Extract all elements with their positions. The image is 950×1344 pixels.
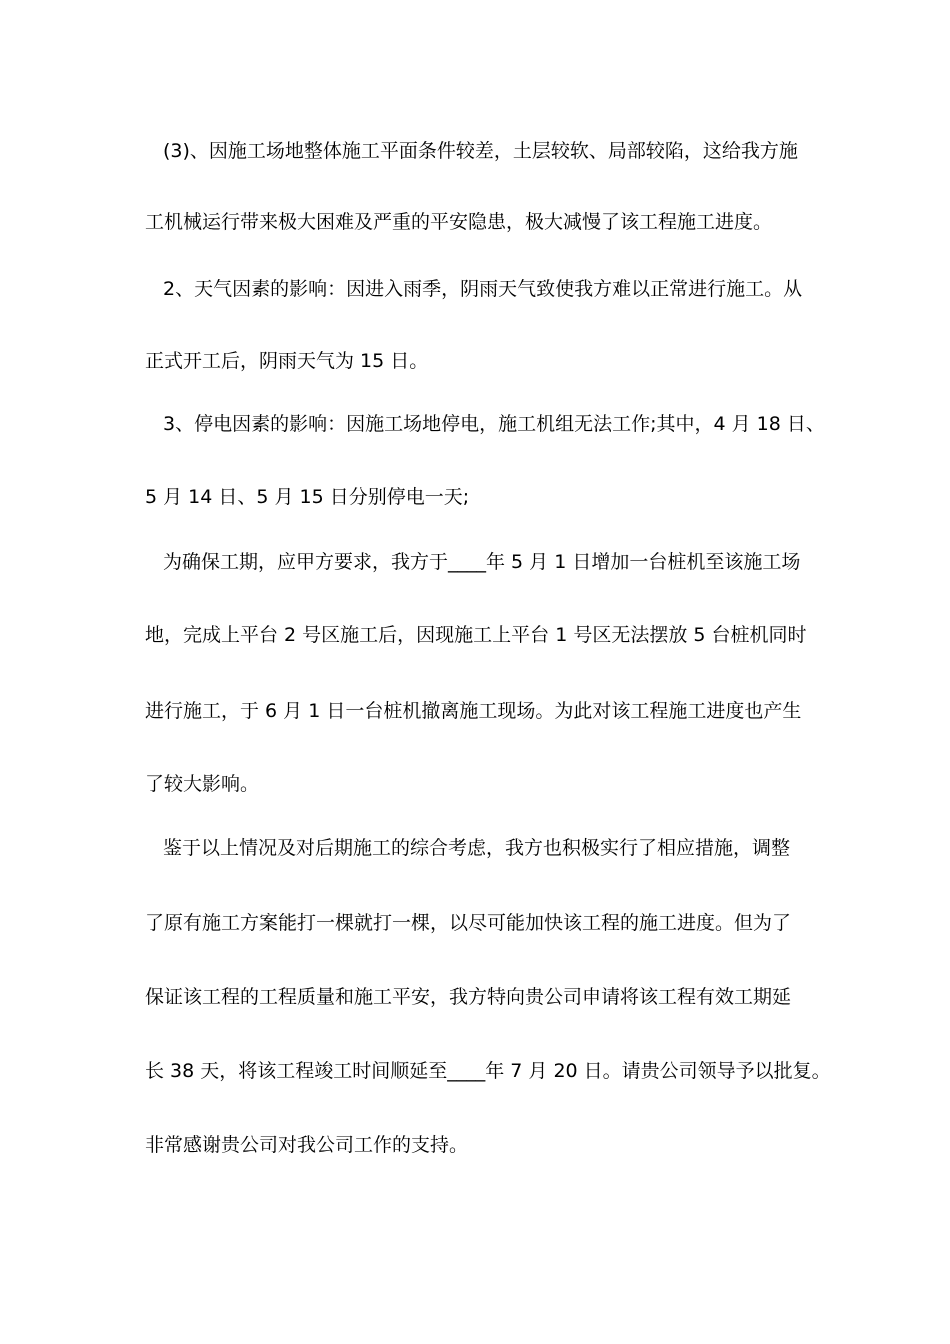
paragraph-line: 非常感谢贵公司对我公司工作的支持。 xyxy=(145,1134,469,1156)
paragraph-line: (3)、因施工场地整体施工平面条件较差，土层较软、局部较陷，这给我方施 xyxy=(163,140,798,162)
paragraph-line: 2、天气因素的影响：因进入雨季，阴雨天气致使我方难以正常进行施工。从 xyxy=(163,278,803,300)
paragraph-line: 进行施工，于 6 月 1 日一台桩机撤离施工现场。为此对该工程施工进度也产生 xyxy=(145,700,802,722)
paragraph-line: 了原有施工方案能打一棵就打一棵，以尽可能加快该工程的施工进度。但为了 xyxy=(145,912,792,934)
paragraph-line: 鉴于以上情况及对后期施工的综合考虑，我方也积极实行了相应措施，调整 xyxy=(163,837,791,859)
paragraph-line: 为确保工期，应甲方要求，我方于____年 5 月 1 日增加一台桩机至该施工场 xyxy=(163,551,801,573)
paragraph-line: 3、停电因素的影响：因施工场地停电，施工机组无法工作;其中，4 月 18 日、 xyxy=(163,413,825,435)
paragraph-line: 正式开工后，阴雨天气为 15 日。 xyxy=(145,350,429,372)
paragraph-line: 保证该工程的工程质量和施工平安，我方特向贵公司申请将该工程有效工期延 xyxy=(145,986,792,1008)
paragraph-line: 长 38 天，将该工程竣工时间顺延至____年 7 月 20 日。请贵公司领导予以批复。 xyxy=(145,1060,831,1082)
paragraph-line: 工机械运行带来极大困难及严重的平安隐患，极大减慢了该工程施工进度。 xyxy=(145,211,773,233)
paragraph-line: 地，完成上平台 2 号区施工后，因现施工上平台 1 号区无法摆放 5 台桩机同时 xyxy=(145,624,807,646)
paragraph-line: 了较大影响。 xyxy=(145,773,260,795)
paragraph-line: 5 月 14 日、5 月 15 日分别停电一天; xyxy=(145,486,470,508)
